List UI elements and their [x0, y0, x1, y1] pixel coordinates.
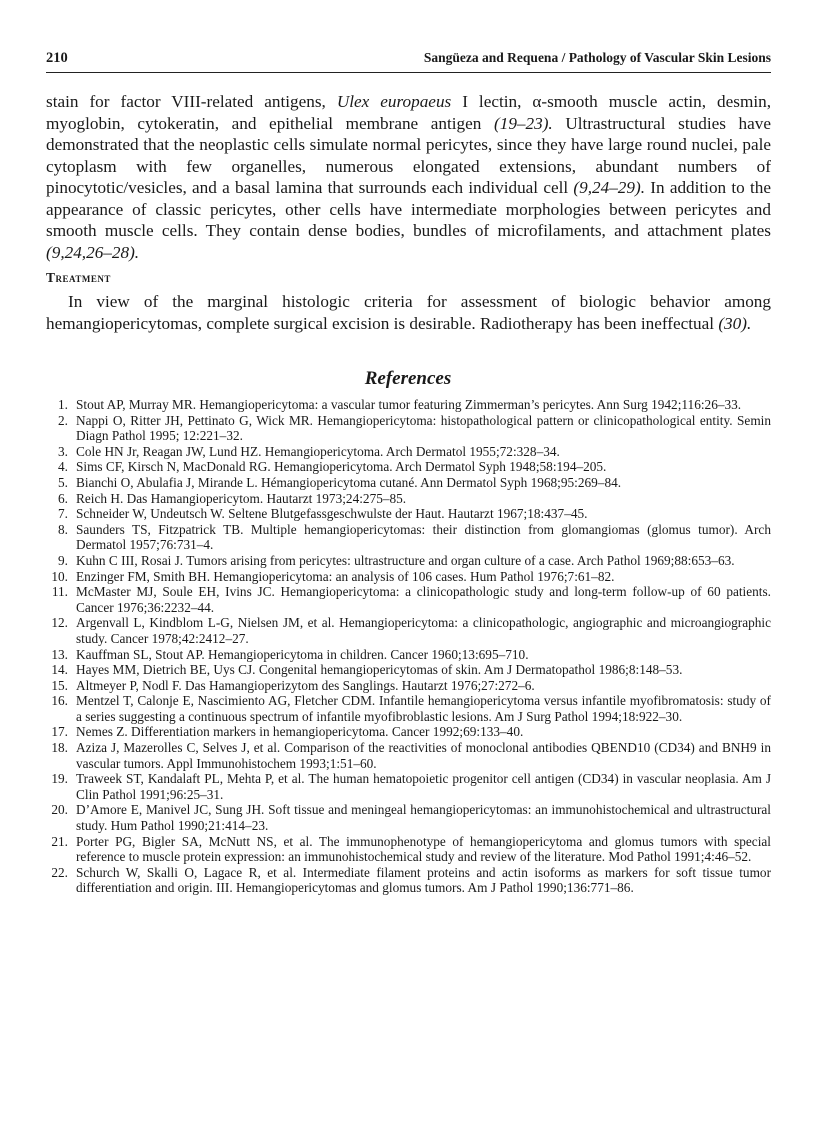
- reference-number: 9.: [58, 552, 68, 568]
- reference-number: 4.: [58, 459, 68, 475]
- reference-number: 21.: [51, 833, 68, 849]
- reference-text: D’Amore E, Manivel JC, Sung JH. Soft tissue and meningeal hemangiopericytomas: an immunohistochemical and ultrastructural study. Hum Pathol 1990;21:414–23.: [76, 802, 771, 834]
- species-name: Ulex europaeus: [336, 92, 452, 111]
- reference-item: [46, 647, 771, 663]
- reference-text: Aziza J, Mazerolles C, Selves J, et al. Comparison of the reactivities of monoclonal antibodies QBEND10 (CD34) and BNH9 in vascular tumors. Appl Immunohistochem 1993;1:51–60.: [76, 740, 771, 771]
- reference-item: [46, 615, 771, 646]
- reference-text: Saunders TS, Fitzpatrick TB. Multiple hemangiopericytomas: their distinction from glomangiomas (glomus tumor). Arch Dermatol 1957;76:731–4.: [76, 521, 771, 553]
- reference-text: Argenvall L, Kindblom L-G, Nielsen JM, et al. Hemangiopericytoma: a clinicopathologic, angiographic and microangiographic study. Cancer 1978;42:2412–27.: [76, 615, 771, 646]
- treatment-text: In view of the marginal histologic criteria for assessment of biologic behavior among hemangiopericytomas, complete surgical excision is desirable. Radiotherapy has been ineffectual: [46, 292, 771, 333]
- reference-text: Reich H. Das Hamangiopericytom. Hautarzt 1973;24:275–85.: [76, 490, 407, 506]
- page-number: 210: [46, 50, 68, 66]
- reference-text: Cole HN Jr, Reagan JW, Lund HZ. Hemangiopericytoma. Arch Dermatol 1955;72:328–34.: [76, 443, 560, 459]
- reference-item: [46, 444, 771, 460]
- reference-number: 8.: [58, 521, 68, 537]
- reference-item: [46, 693, 771, 724]
- reference-item: [46, 491, 771, 507]
- body-paragraph: [46, 91, 771, 263]
- citation: (19–23).: [494, 113, 553, 133]
- reference-text: Enzinger FM, Smith BH. Hemangiopericytoma: an analysis of 106 cases. Hum Pathol 1976;7:61–82.: [76, 568, 615, 584]
- reference-list: [46, 397, 771, 896]
- body-text-segment: In addition to the appearance of classic pericytes, other cells have intermediate morphologies between pericytes and smooth muscle cells. They contain dense bodies, bundles of microfilaments, and attachment plates: [46, 178, 772, 240]
- reference-text: Altmeyer P, Nodl F. Das Hamangioperizytom des Sanglings. Hautarzt 1976;27:272–6.: [76, 677, 535, 693]
- reference-text: Traweek ST, Kandalaft PL, Mehta P, et al. The human hematopoietic progenitor cell antigen (CD34) in vascular neoplasia. Am J Clin Pathol 1991;96:25–31.: [76, 771, 771, 802]
- reference-item: [46, 771, 771, 802]
- reference-item: [46, 506, 771, 522]
- reference-text: Sims CF, Kirsch N, MacDonald RG. Hemangiopericytoma. Arch Dermatol Syph 1948;58:194–205.: [76, 459, 607, 475]
- reference-number: 14.: [51, 662, 68, 678]
- reference-text: Nemes Z. Differentiation markers in hemangiopericytoma. Cancer 1992;69:133–40.: [76, 724, 524, 740]
- reference-item: [46, 834, 771, 865]
- reference-item: [46, 802, 771, 833]
- reference-text: Kauffman SL, Stout AP. Hemangiopericytoma in children. Cancer 1960;13:695–710.: [76, 646, 529, 662]
- reference-text: Schneider W, Undeutsch W. Seltene Blutgefassgeschwulste der Haut. Hautarzt 1967;18:437–45.: [76, 506, 588, 522]
- reference-item: [46, 584, 771, 615]
- reference-text: Bianchi O, Abulafia J, Mirande L. Hémangiopericytoma cutané. Ann Dermatol Syph 1968;95:269–84.: [76, 474, 622, 490]
- reference-item: [46, 553, 771, 569]
- reference-number: 17.: [51, 724, 68, 740]
- reference-text: Nappi O, Ritter JH, Pettinato G, Wick MR. Hemangiopericytoma: histopathological pattern or clinicopathological entity. Semin Diagn Pathol 1995; 12:221–32.: [76, 412, 771, 444]
- reference-item: [46, 475, 771, 491]
- body-text-segment: stain for factor VIII-related antigens,: [46, 92, 337, 111]
- reference-text: Mentzel T, Calonje E, Nascimiento AG, Fletcher CDM. Infantile hemangiopericytoma versus infantile myofibromatosis: study of a series suggesting a continuous spectrum of infantile myofibroblastic lesions. Am J Surg Pathol 1994;18:922–30.: [76, 693, 771, 724]
- reference-number: 7.: [58, 506, 68, 522]
- reference-number: 1.: [58, 397, 68, 412]
- reference-text: McMaster MJ, Soule EH, Ivins JC. Hemangiopericytoma: a clinicopathologic study and long-term follow-up of 60 patients. Cancer 1976;36:2232–44.: [76, 584, 771, 615]
- page-header: [46, 50, 771, 73]
- reference-text: Schurch W, Skalli O, Lagace R, et al. Intermediate filament proteins and actin isoforms as markers for soft tissue tumor differentiation and origin. III. Hemangiopericytomas and glomus tumors. Am J Pathol 1990;136:771–86.: [76, 864, 771, 896]
- reference-number: 11.: [51, 584, 68, 600]
- reference-number: 5.: [58, 474, 68, 490]
- reference-number: 19.: [51, 771, 68, 787]
- body-text-segment: I lectin, α-smooth muscle actin, desmin, myoglobin, cytokeratin, and epithelial membrane antigen: [46, 92, 772, 133]
- reference-item: [46, 678, 771, 694]
- reference-number: 18.: [51, 740, 68, 756]
- reference-number: 6.: [58, 490, 68, 506]
- reference-text: Kuhn C III, Rosai J. Tumors arising from pericytes: ultrastructure and organ culture of a case. Arch Pathol 1969;88:653–63.: [76, 552, 735, 568]
- reference-text: Hayes MM, Dietrich BE, Uys CJ. Congenital hemangiopericytomas of skin. Am J Dermatopathol 1986;8:148–53.: [76, 662, 683, 678]
- reference-number: 3.: [58, 443, 68, 459]
- reference-text: Porter PG, Bigler SA, McNutt NS, et al. The immunophenotype of hemangiopericytoma and glomus tumors with special reference to muscle protein expression: an immunohistochemical study and review of the literature. Mod Pathol 1991;4:46–52.: [76, 833, 771, 865]
- reference-number: 2.: [58, 412, 68, 428]
- reference-item: [46, 569, 771, 585]
- reference-number: 13.: [51, 646, 68, 662]
- reference-item: [46, 459, 771, 475]
- body-text-segment: Ultrastructural studies have demonstrated that the neoplastic cells simulate normal pericytes, since they have large round nuclei, pale cytoplasm with few organelles, numerous elongated extensions, abundant numbers of pinocytotic/vesicles, and a basal lamina that surrounds each individual cell: [46, 113, 771, 197]
- citation: (30).: [718, 313, 752, 333]
- reference-text: Stout AP, Murray MR. Hemangiopericytoma: a vascular tumor featuring Zimmerman’s pericytes. Ann Surg 1942;116:26–33.: [76, 397, 742, 412]
- reference-number: 20.: [51, 802, 68, 818]
- references-heading: References: [364, 368, 452, 389]
- reference-number: 10.: [51, 568, 68, 584]
- section-heading-treatment: Treatment: [46, 270, 111, 285]
- reference-item: [46, 724, 771, 740]
- reference-item: [46, 522, 771, 553]
- citation: (9,24–29).: [573, 178, 645, 197]
- treatment-paragraph: [46, 291, 771, 334]
- reference-item: [46, 397, 771, 413]
- reference-number: 22.: [51, 864, 68, 880]
- reference-item: [46, 865, 771, 896]
- reference-item: [46, 413, 771, 444]
- running-head: Sangüeza and Requena / Pathology of Vascular Skin Lesions: [423, 50, 771, 65]
- reference-number: 12.: [51, 615, 68, 631]
- reference-number: 15.: [51, 677, 68, 693]
- citation: (9,24,26–28).: [46, 242, 140, 262]
- reference-item: [46, 740, 771, 771]
- reference-number: 16.: [51, 693, 68, 709]
- reference-item: [46, 662, 771, 678]
